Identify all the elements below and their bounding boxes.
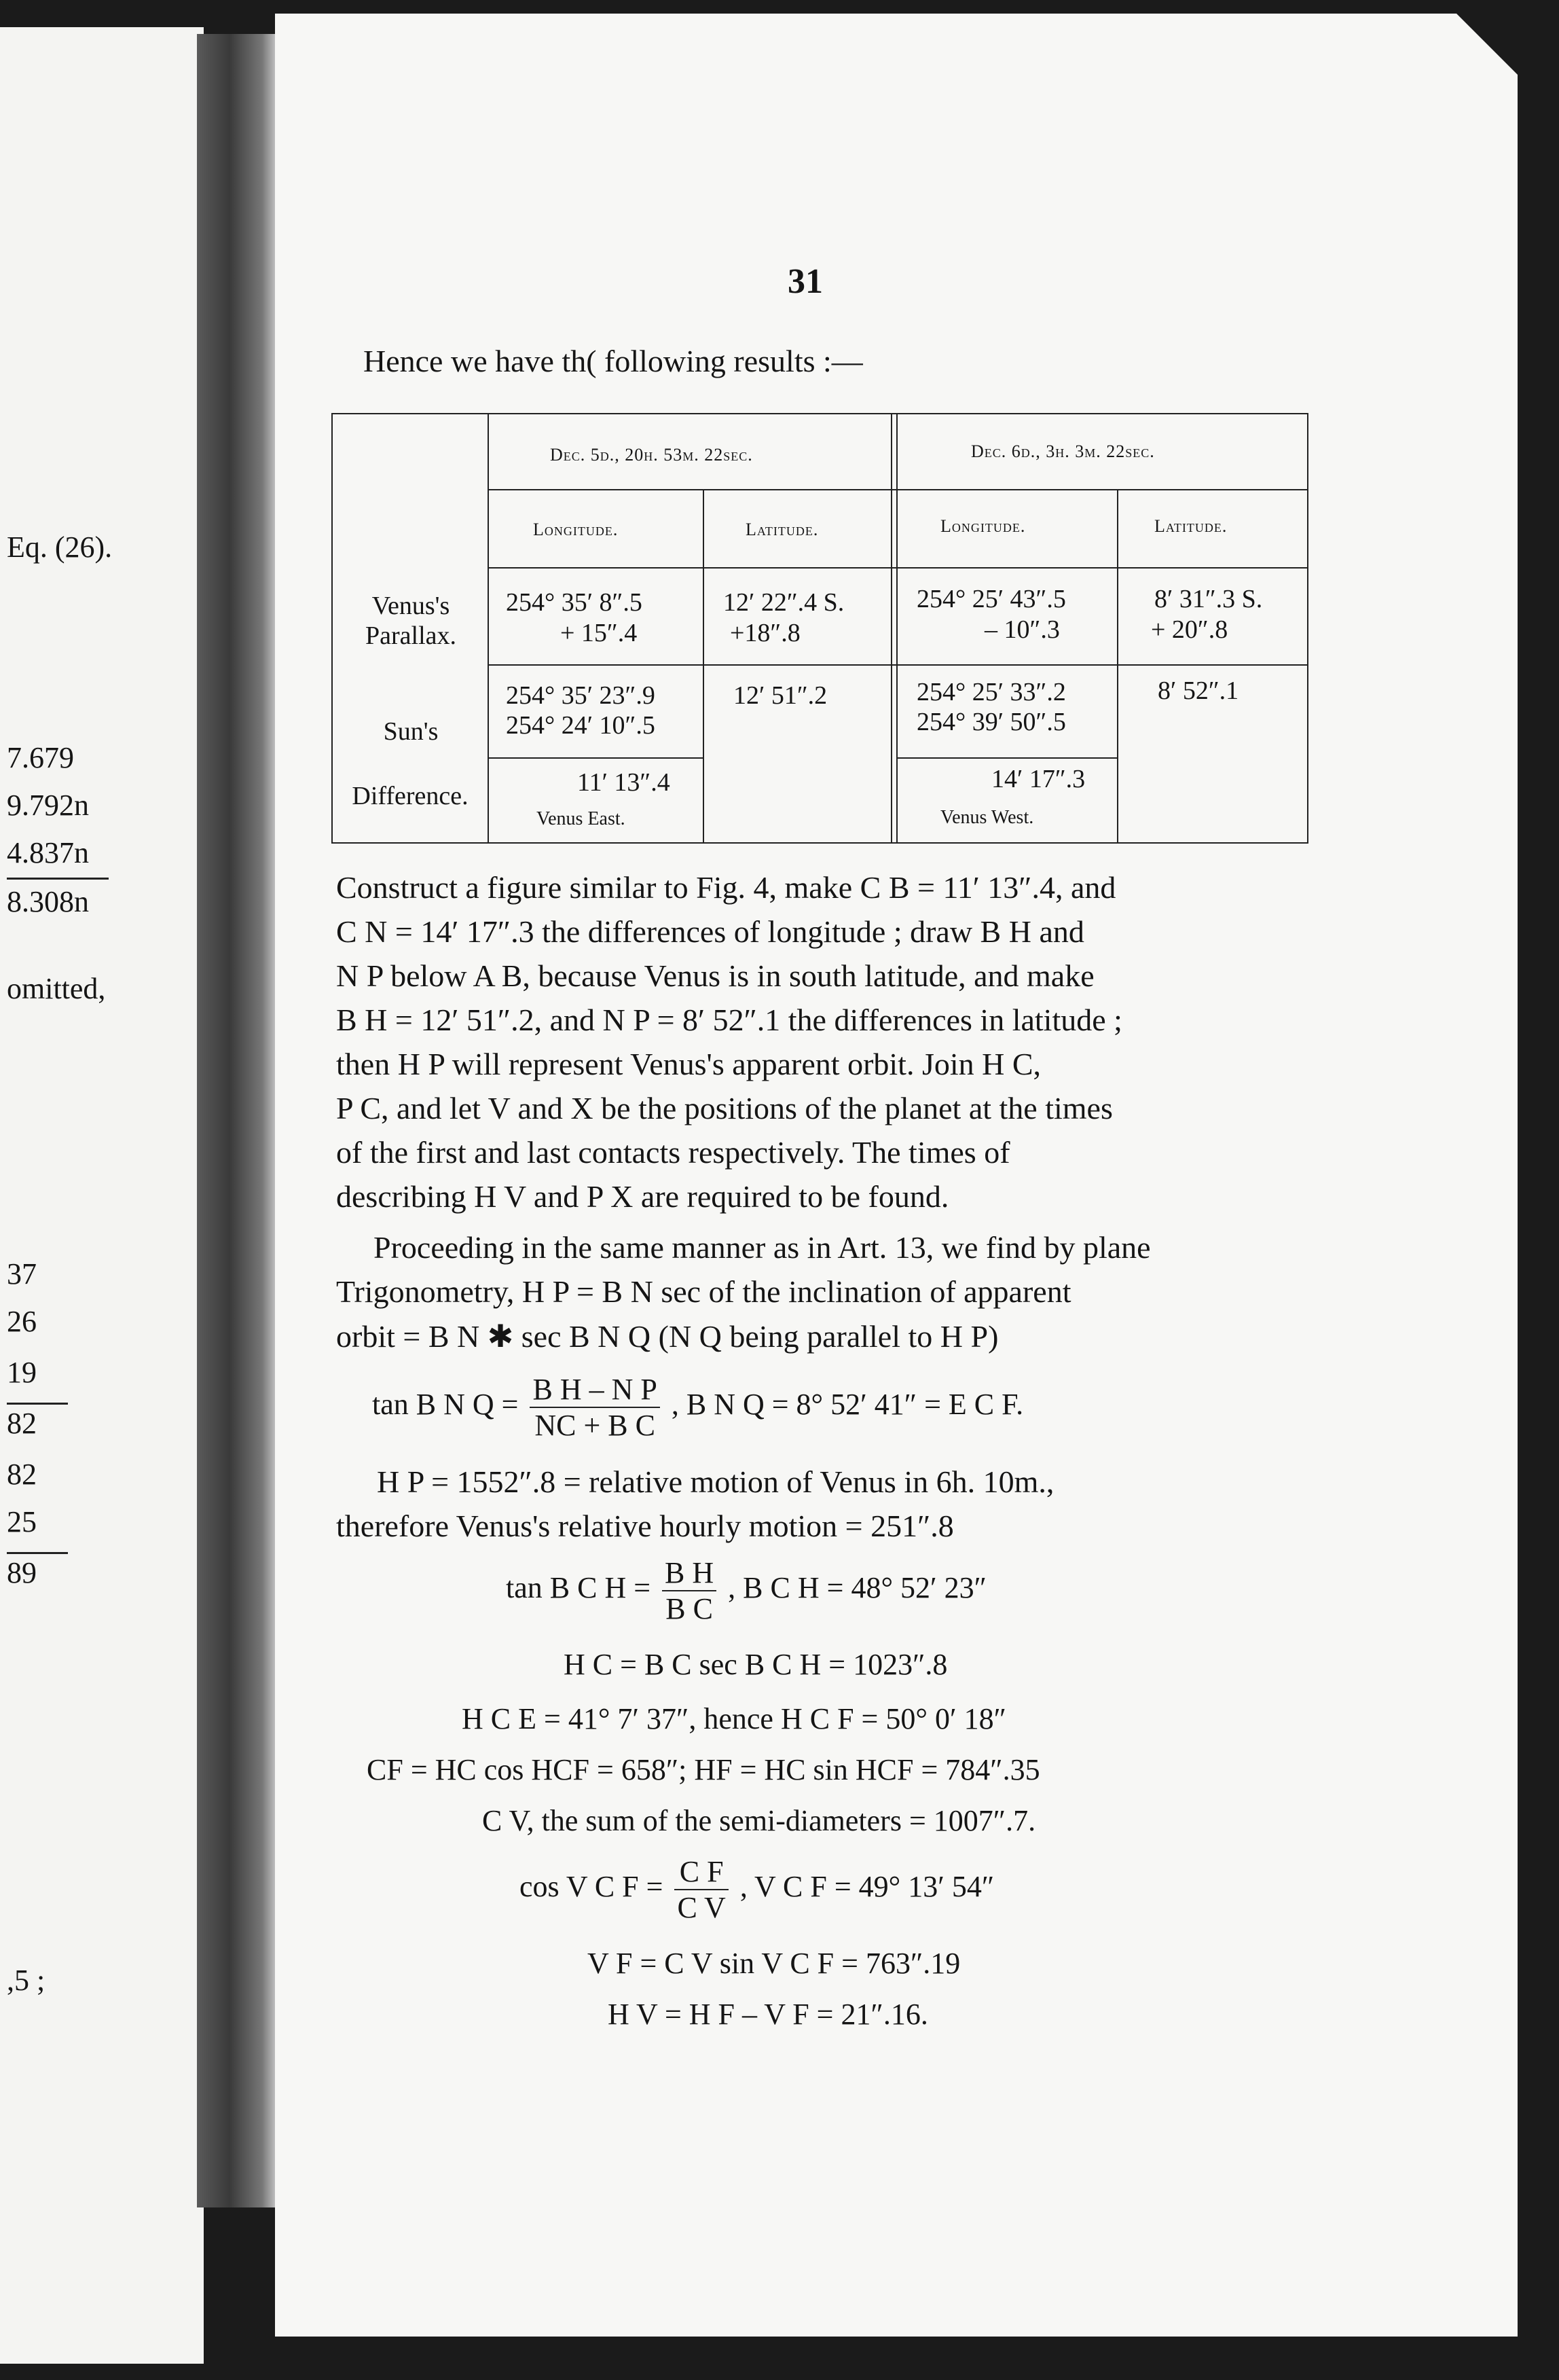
row-label-venus-parallax: Venus's Parallax. — [365, 592, 456, 650]
paragraph-line: Proceeding in the same manner as in Art. 13, we find by plane — [373, 1230, 1151, 1265]
equation-cos-vcf: cos V C F = $\frac{\text{C F}}{\text{C V}}$ , V C F = 49° 13′ 54″ — [519, 1855, 995, 1924]
col-header-latitude: Latitude. — [1154, 516, 1228, 536]
equation-line: therefore Venus's relative hourly motion = 251″.8 — [336, 1509, 954, 1543]
table-cell: 12′ 22″.4 S. — [723, 588, 845, 617]
table-cell: 14′ 17″.3 — [991, 765, 1086, 793]
paragraph-line: then H P will represent Venus's apparent orbit. Join H C, — [336, 1047, 1042, 1081]
table-cell: +18″.8 — [730, 619, 801, 647]
table-cell: 254° 35′ 23″.9 — [506, 681, 655, 710]
table-vline — [703, 489, 704, 842]
left-number: 37 — [7, 1257, 37, 1291]
left-rule — [7, 1403, 68, 1405]
fraction: $\frac{\text{B H – N P}}{\text{NC + B C}}$ — [530, 1372, 659, 1443]
table-cell: 11′ 13″.4 — [577, 768, 670, 797]
paragraph-line: B H = 12′ 51″.2, and N P = 8′ 52″.1 the differences in latitude ; — [336, 1003, 1122, 1037]
left-eq-ref: Eq. (26). — [7, 530, 113, 564]
left-value: 7.679 — [7, 741, 74, 774]
equation-tan-bnq: tan B N Q = $\frac{\text{B H – N P}}{\text{NC + B C}}$ , B N Q = 8° 52′ 41″ = E C F. — [372, 1373, 1024, 1442]
col-header-latitude: Latitude. — [746, 520, 819, 539]
paragraph-line: N P below A B, because Venus is in south latitude, and make — [336, 958, 1095, 993]
left-number: 82 — [7, 1458, 37, 1491]
equation-line: CF = HC cos HCF = 658″; HF = HC sin HCF = 784″.35 — [367, 1753, 1040, 1786]
paragraph-line: describing H V and P X are required to be found. — [336, 1179, 949, 1214]
results-table — [331, 413, 1308, 844]
col-header-longitude: Longitude. — [940, 516, 1026, 536]
table-cell: + 20″.8 — [1151, 615, 1228, 644]
paragraph-line: P C, and let V and X be the positions of the planet at the times — [336, 1091, 1113, 1125]
table-vline — [891, 414, 892, 842]
left-fragment: ,5 ; — [7, 1964, 45, 1997]
table-note: Venus West. — [940, 807, 1034, 828]
table-cell: 254° 35′ 8″.5 — [506, 588, 642, 617]
paragraph-line: C N = 14′ 17″.3 the differences of longitude ; draw B H and — [336, 914, 1084, 949]
left-value: 8.308n — [7, 885, 89, 918]
left-value: 9.792n — [7, 789, 89, 822]
page-number: 31 — [788, 262, 823, 301]
left-number: 26 — [7, 1305, 37, 1338]
row-label-sun: Sun's — [383, 717, 439, 746]
equation-line: C V, the sum of the semi-diameters = 1007″.7. — [482, 1804, 1036, 1837]
table-cell: 254° 39′ 50″.5 — [917, 708, 1066, 736]
paragraph-line: Construct a figure similar to Fig. 4, make C B = 11′ 13″.4, and — [336, 870, 1116, 905]
left-page-fragment — [0, 27, 204, 2364]
table-cell: 8′ 31″.3 S. — [1154, 585, 1263, 613]
table-hline — [488, 757, 703, 759]
table-hline — [488, 567, 1307, 569]
paragraph-line: Trigonometry, H P = B N sec of the inclination of apparent — [336, 1274, 1071, 1309]
table-hline — [896, 757, 1117, 759]
table-hline — [488, 664, 1307, 666]
table-cell: 8′ 52″.1 — [1158, 677, 1239, 705]
table-cell: 254° 25′ 33″.2 — [917, 678, 1066, 706]
left-number: 82 — [7, 1407, 37, 1440]
table-cell: + 15″.4 — [560, 619, 638, 647]
left-number: 19 — [7, 1356, 37, 1389]
col-header-longitude: Longitude. — [533, 520, 619, 539]
left-omitted: omitted, — [7, 972, 106, 1005]
equation-line: H C = B C sec B C H = 1023″.8 — [564, 1648, 948, 1681]
fraction: $\frac{\text{B H}}{\text{B C}}$ — [662, 1555, 716, 1626]
row-label-difference: Difference. — [352, 782, 469, 810]
table-cell: 254° 25′ 43″.5 — [917, 585, 1066, 613]
fraction: $\frac{\text{C F}}{\text{C V}}$ — [674, 1854, 728, 1925]
table-vline — [488, 414, 489, 842]
table-note: Venus East. — [536, 808, 625, 829]
table-cell: 254° 24′ 10″.5 — [506, 711, 655, 740]
folded-corner — [1456, 14, 1518, 75]
table-cell: – 10″.3 — [985, 615, 1060, 644]
left-sum-rule — [7, 878, 109, 880]
left-value: 4.837n — [7, 836, 89, 869]
left-rule — [7, 1552, 68, 1554]
equation-line: H C E = 41° 7′ 37″, hence H C F = 50° 0′ 18″ — [462, 1702, 1006, 1735]
book-gutter — [197, 34, 278, 2207]
left-number: 25 — [7, 1505, 37, 1538]
equation-tan-bch: tan B C H = $\frac{\text{B H}}{\text{B C}}$ , B C H = 48° 52′ 23″ — [506, 1556, 987, 1625]
table-hline — [488, 489, 1307, 490]
paragraph-line: orbit = B N ✱ sec B N Q (N Q being parallel to H P) — [336, 1319, 999, 1354]
equation-line: V F = C V sin V C F = 763″.19 — [587, 1947, 961, 1980]
equation-line: H P = 1552″.8 = relative motion of Venus in 6h. 10m., — [377, 1464, 1054, 1499]
left-number: 89 — [7, 1556, 37, 1589]
group-header-dec6: Dec. 6d., 3h. 3m. 22sec. — [971, 441, 1155, 461]
table-vline — [1117, 489, 1118, 842]
table-vline — [896, 414, 898, 842]
table-cell: 12′ 51″.2 — [733, 681, 828, 710]
group-header-dec5: Dec. 5d., 20h. 53m. 22sec. — [550, 445, 753, 465]
equation-line: H V = H F – V F = 21″.16. — [608, 1998, 928, 2031]
intro-text: Hence we have th( following results :— — [363, 344, 863, 378]
paragraph-line: of the first and last contacts respectively. The times of — [336, 1135, 1010, 1170]
